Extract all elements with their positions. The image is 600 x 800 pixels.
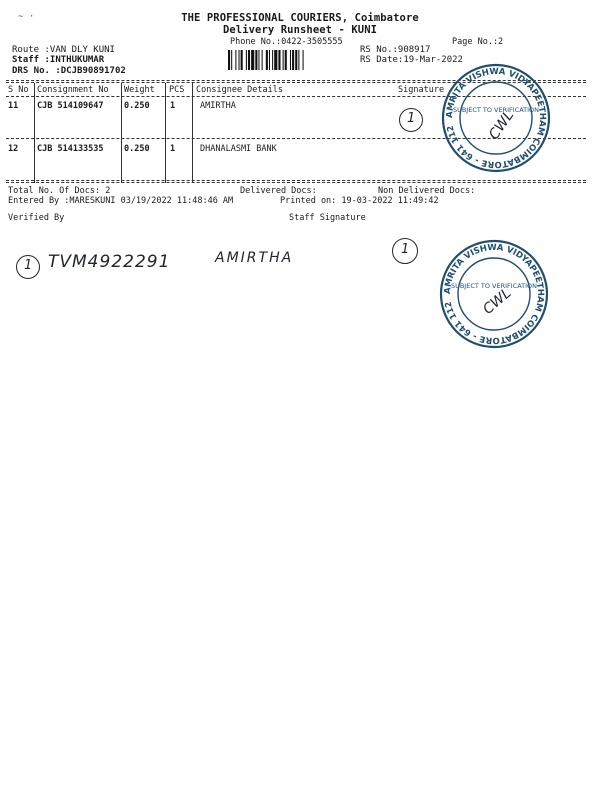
rs-number: RS No.:908917: [360, 45, 431, 55]
col-signature: Signature: [398, 85, 445, 95]
page-number: Page No.:2: [452, 37, 504, 47]
row-pcs: 1: [170, 101, 176, 111]
circled-number-2: 1: [24, 258, 33, 273]
row-sno: 12: [8, 144, 19, 154]
col-sep-4: [192, 83, 193, 183]
entered-by: Entered By :MARESKUNI 03/19/2022 11:48:46 AM: [8, 196, 234, 206]
drs-number: DRS No. :DCJB90891702: [12, 66, 126, 76]
table-bottom-rule: [6, 180, 586, 181]
delivered-docs: Delivered Docs:: [240, 186, 317, 196]
stamp-initials: CWL: [486, 107, 518, 143]
col-consignee: Consignee Details: [196, 85, 283, 95]
col-sno: S No: [8, 85, 29, 95]
verification-stamp-bottom: [438, 238, 550, 350]
col-sep-1: [34, 83, 35, 183]
stamp-initials: CWL: [480, 285, 515, 318]
stamp-ring-text: AMRITA VISHWA VIDYAPEETHAM COIMBATORE - 641 112: [444, 66, 548, 170]
row-sno: 11: [8, 101, 19, 111]
stamp-inner-text: SUBJECT TO VERIFICATION: [452, 106, 540, 114]
staff-signature-label: Staff Signature: [289, 213, 366, 223]
col-sep-3: [165, 83, 166, 183]
handwritten-tracking: TVM4922291: [48, 252, 171, 272]
row-weight: 0.250: [124, 144, 150, 154]
route-field: Route :VAN DLY KUNI: [12, 45, 115, 55]
corner-mark: ~ ·: [18, 12, 35, 22]
stamp-inner-text: SUBJECT TO VERIFICATION: [450, 282, 538, 290]
page-title: THE PROFESSIONAL COURIERS, Coimbatore: [181, 12, 419, 24]
stamp-ring-text: AMRITA VISHWA VIDYAPEETHAM COIMBATORE - 641 112: [442, 242, 546, 346]
staff-field: Staff :INTHUKUMAR: [12, 55, 105, 65]
row-consignee: AMIRTHA: [200, 101, 236, 111]
handwritten-name: AMIRTHA: [215, 250, 294, 266]
row-weight: 0.250: [124, 101, 150, 111]
verification-stamp-top: [440, 62, 552, 174]
total-docs: Total No. Of Docs: 2: [8, 186, 111, 196]
row-consignee: DHANALASMI BANK: [200, 144, 277, 154]
row-consignment: CJB 514133535: [37, 144, 104, 154]
table-bottom-rule-2: [6, 182, 586, 183]
non-delivered-docs: Non Delivered Docs:: [378, 186, 476, 196]
circled-number-mark-3: [392, 238, 418, 264]
printed-on: Printed on: 19-03-2022 11:49:42: [280, 196, 439, 206]
circled-number-3: 1: [401, 242, 410, 257]
row-pcs: 1: [170, 144, 176, 154]
circled-number-mark-2: [16, 255, 40, 279]
col-weight: Weight: [124, 85, 155, 95]
col-sep-2: [121, 83, 122, 183]
row-consignment: CJB 514109647: [37, 101, 104, 111]
verified-by: Verified By: [8, 213, 65, 223]
barcode: [228, 50, 356, 70]
phone-number: Phone No.:0422-3505555: [230, 37, 343, 47]
col-pcs: PCS: [169, 85, 185, 95]
col-consignment: Consignment No: [37, 85, 109, 95]
circled-number: 1: [407, 111, 416, 126]
rs-date: RS Date:19-Mar-2022: [360, 55, 463, 65]
circled-number-mark: [399, 108, 423, 132]
page-subtitle: Delivery Runsheet - KUNI: [222, 24, 378, 36]
